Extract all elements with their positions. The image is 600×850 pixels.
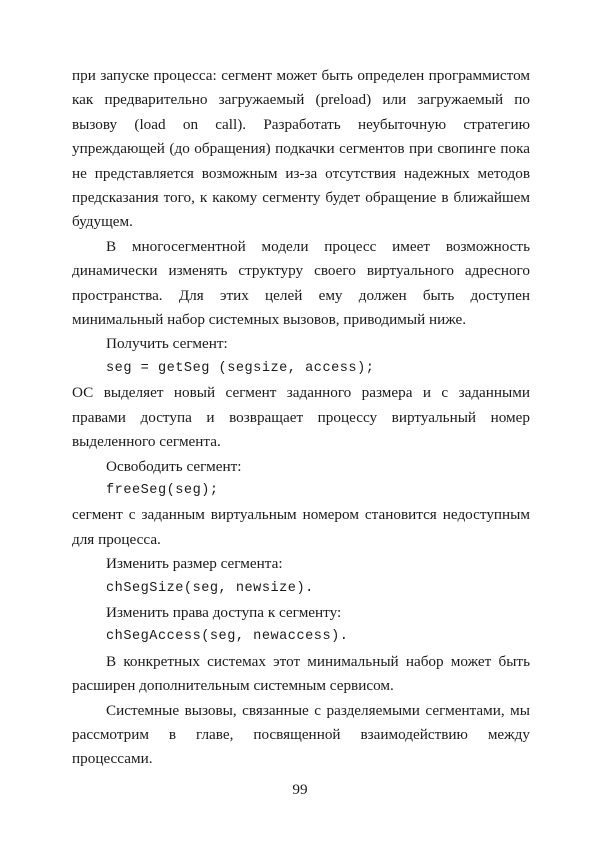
paragraph-multisegment-model: В многосегментной модели процесс имеет возможность динамически изменять структуру своего виртуального адресного пространства. Для этих целей ему должен быть доступен минимальный набор системных вызовов, приводимый ниже. — [72, 237, 530, 329]
code-change-access: chSegAccess(seg, newaccess). — [106, 629, 349, 645]
label-get-segment: Получить сегмент: — [106, 335, 228, 353]
paragraph-concrete-systems: В конкретных системах этот минимальный набор может быть расширен дополнительным системным сервисом. — [72, 652, 530, 695]
paragraph-segment-unavailable: сегмент с заданным виртуальным номером становится недоступным для процесса. — [72, 506, 530, 548]
paragraph-shared-segments: Системные вызовы, связанные с разделяемыми сегментами, мы рассмотрим в главе, посвященной взаимодействию между процессами. — [72, 701, 530, 768]
code-get-segment: seg = getSeg (segsize, access); — [106, 360, 375, 376]
label-change-access: Изменить права доступа к сегменту: — [106, 603, 342, 621]
paragraph-preload: при запуске процесса: сегмент может быть определен программистом как предварительно загружаемый (preload) или загружаемый по вызову (load on call). Разработать неубыточную стратегию упреждающей (до обращения) подкачки сегментов при свопинге пока не представляется возможным из-за отсутствия надежных методов предсказания того, к какому сегменту будет обращение в ближайшем будущем. — [72, 67, 530, 231]
label-resize-segment: Изменить размер сегмента: — [106, 555, 283, 573]
page-body — [72, 64, 530, 772]
paragraph-os-allocates: ОС выделяет новый сегмент заданного размера и с заданными правами доступа и возвращает процессу виртуальный номер выделенного сегмента. — [72, 384, 530, 451]
code-resize-segment: chSegSize(seg, newsize). — [106, 580, 314, 596]
label-free-segment: Освободить сегмент: — [106, 457, 242, 475]
code-free-segment: freeSeg(seg); — [106, 482, 219, 498]
page-number: 99 — [292, 781, 308, 798]
